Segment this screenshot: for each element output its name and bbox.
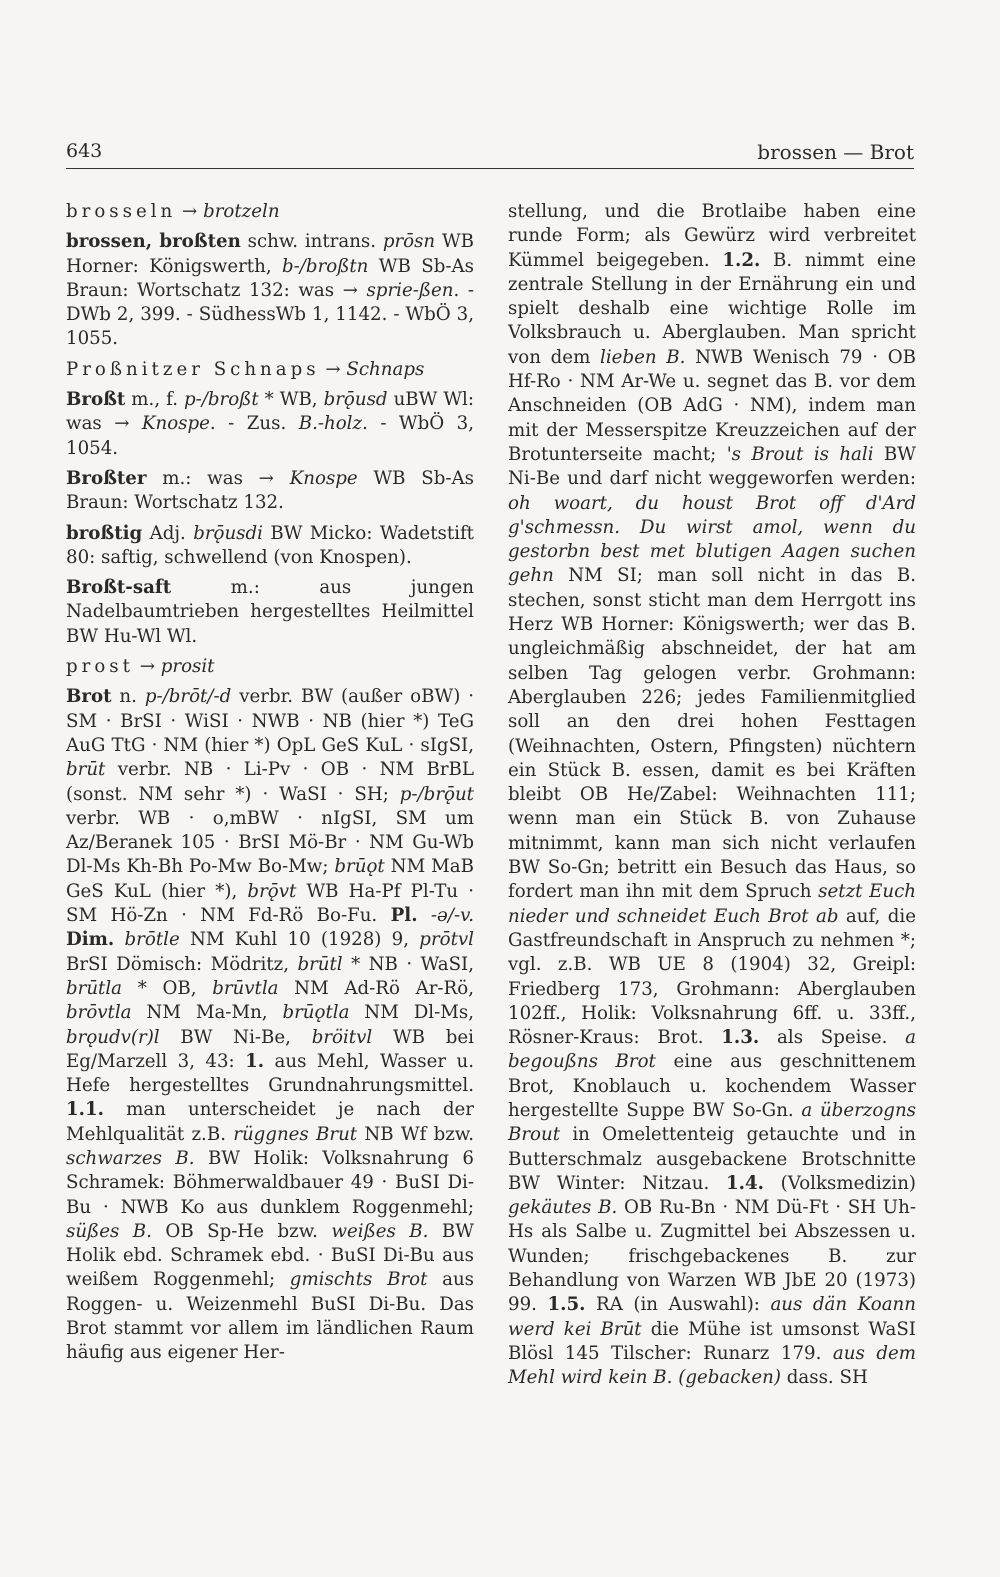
headword: Brot	[66, 686, 112, 708]
entry-prossnitzer-schnaps: Proßnitzer Schnaps → Schnaps	[66, 358, 425, 380]
entry-brosst-saft: Broßt-saft m.: aus jungen Nadelbaumtrieben hergestelltes Heilmittel BW Hu-Wl Wl.	[66, 577, 474, 647]
headword: Broßter	[66, 467, 147, 489]
headword: brossen, broßten	[66, 231, 241, 253]
entry-brossen: brossen, broßten schw. intrans. prōsn WB Horner: Königswerth, b-/broßtn WB Sb-As Braun: Wortschatz 132: was → sprie-ßen. - DWb 2, 399. - SüdhessWb 1, 1142. - WbÖ 3, 1055.	[66, 231, 474, 350]
entry-brot: Brot n. p-/brōt/-d verbr. BW (außer oBW) · SM · BrSI · WiSI · NWB · NB (hier *) TeG AuG TtG · NM (hier *) OpL GeS KuL · sIgSI, brūt verbr. NB · Li-Pv · OB · NM BrBL (sonst. NM sehr *) · WaSI · SH; p-/brǭut verbr. WB · o,mBW · nIgSI, SM um Az/Beranek 105 · BrSI Mö-Br · NM Gu-Wb Dl-Ms Kh-Bh Po-Mw Bo-Mw; brūǫt NM MaB GeS KuL (hier *), brǭvt WB Ha-Pf Pl-Tu · SM Hö-Zn · NM Fd-Rö Bo-Fu. Pl. -ə/-v. Dim. brōtle NM Kuhl 10 (1928) 9, prōtvl BrSI Dömisch: Mödritz, brūtl * NB · WaSI, brūtla * OB, brūvtla NM Ad-Rö Ar-Rö, brōvtla NM Ma-Mn, brūǫtla NM Dl-Ms, brǫudv(r)l BW Ni-Be, bröitvl WB bei Eg/Marzell 3, 43: 1. aus Mehl, Wasser u. Hefe hergestelltes Grundnahrungsmittel. 1.1. man unterscheidet je nach der Mehlqualität z.B. rüggnes Brut NB Wf bzw. schwarzes B. BW Holik: Volksnahrung 6 Schramek: Böhmerwaldbauer 49 · BuSI Di-Bu · NWB Ko aus dunklem Roggenmehl; süßes B. OB Sp-He bzw. weißes B. BW Holik ebd. Schramek ebd. · BuSI Di-Bu aus weißem Roggenmehl; gmischts Brot aus Roggen- u. Weizenmehl BuSI Di-Bu. Das Brot stammt vor allem im ländlichen Raum häufig aus eigener Her-	[66, 686, 475, 1364]
running-head: brossen — Brot	[757, 140, 914, 164]
page-number: 643	[66, 140, 103, 162]
left-column	[66, 200, 474, 1372]
entry-brosstig: broßtig Adj. brǭusdi BW Micko: Wadetstift 80: saftig, schwellend (von Knospen).	[66, 522, 474, 568]
right-column	[508, 200, 916, 1397]
entry-prost: prost → prosit	[66, 656, 215, 678]
headword: broßtig	[66, 522, 143, 544]
page-header	[66, 138, 914, 169]
headword: Broßt	[66, 389, 126, 411]
entry-brot-continued: stellung, und die Brotlaibe haben eine runde Form; als Gewürz wird verbreitet Kümmel beigegeben. 1.2. B. nimmt eine zentrale Stellung in der Ernährung ein und spielt deshalb eine wichtige Rolle im Volksbrauch u. Aberglauben. Man spricht von dem lieben B. NWB Wenisch 79 · OB Hf-Ro · NM Ar-We u. segnet das B. vor dem Anschneiden (OB AdG · NM), indem man mit der Messerspitze Kreuzzeichen auf der Brotunterseite macht; 's Brout is hali BW Ni-Be und darf nicht weggeworfen werden: oh woart, du houst Brot off d'Ard g'schmessn. Du wirst amol, wenn du gestorbn best met blutigen Aagen suchen gehn NM SI; man soll nicht in das B. stechen, sonst sticht man dem Herrgott ins Herz WB Horner: Königswerth; wer das B. ungleichmäßig abschneidet, der hat am selben Tag gelogen verbr. Grohmann: Aberglauben 226; jedes Familienmitglied soll an den drei hohen Festtagen (Weihnachten, Ostern, Pfingsten) nüchtern ein Stück B. essen, damit es bei Kräften bleibt OB He/Zabel: Weihnachten 111; wenn man ein Stück B. von Zuhause mitnimmt, kann man sich nicht verlaufen BW So-Gn; betritt ein Besuch das Haus, so fordert man ihn mit dem Spruch setzt Euch nieder und schneidet Euch Brot ab auf, die Gastfreundschaft in Anspruch zu nehmen *; vgl. z.B. WB UE 8 (1904) 32, Greipl: Friedberg 173, Grohmann: Aberglauben 102ff., Holik: Volksnahrung 6ff. u. 33ff., Rösner-Kraus: Brot. 1.3. als Speise. a begoußns Brot eine aus geschnittenem Brot, Knoblauch u. kochendem Wasser hergestellte Suppe BW So-Gn. a überzogns Brout in Omelettenteig getauchte und in Butterschmalz ausgebackene Brotschnitte BW Winter: Nitzau. 1.4. (Volksmedizin) gekäutes B. OB Ru-Bn · NM Dü-Ft · SH Uh-Hs als Salbe u. Zugmittel bei Abszessen u. Wunden; frischgebackenes B. zur Behandlung von Warzen WB JbE 20 (1973) 99. 1.5. RA (in Auswahl): aus dän Koann werd kei Brūt die Mühe ist umsonst WaSI Blösl 145 Tilscher: Runarz 179. aus dem Mehl wird kein B. (gebacken) dass. SH	[508, 201, 917, 1389]
headword: Broßt-saft	[66, 577, 172, 599]
entry-brosseln: brosseln → brotzeln	[66, 201, 280, 222]
entry-brosster: Broßter m.: was → Knospe WB Sb-As Braun: Wortschatz 132.	[66, 467, 474, 514]
entry-brosst: Broßt m., f. p-/broßt * WB, brǭusd uBW Wl: was → Knospe. - Zus. B.-holz. - WbÖ 3, 1054.	[66, 389, 474, 459]
